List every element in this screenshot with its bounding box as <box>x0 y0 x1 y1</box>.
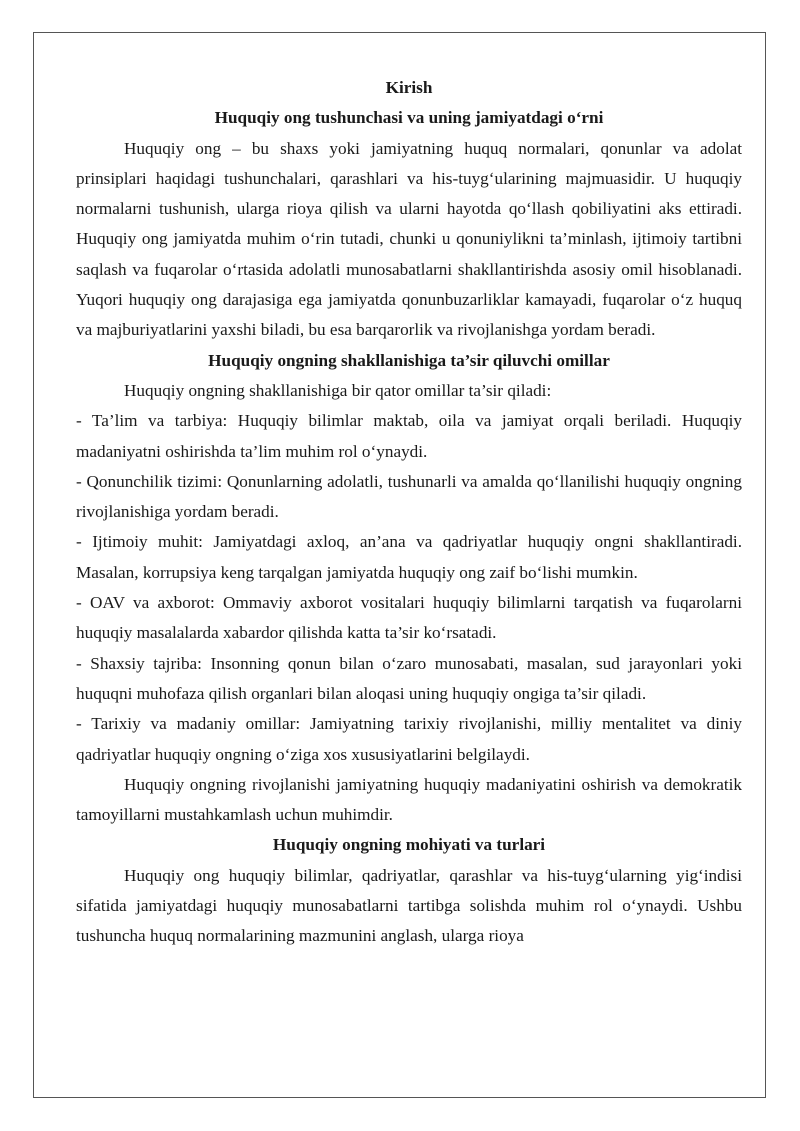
document-body <box>76 73 742 952</box>
section-1-paragraph: Huquqiy ong – bu shaxs yoki jamiyatning huquq normalari, qonunlar va adolat prinsiplari haqidagi tushunchalari, qarashlari va his-tuyg‘ularining majmuasidir. U huquqiy normalarni tushunish, ularga rioya qilish va ularni hayotda qo‘llash qobiliyatini aks ettiradi. Huquqiy ong jamiyatda muhim o‘rin tutadi, chunki u qonuniylikni ta’minlash, ijtimoiy tartibni saqlash va fuqarolar o‘rtasida adolatli munosabatlarni shakllantirishda asosiy omil hisoblanadi. Yuqori huquqiy ong darajasiga ega jamiyatda qonunbuzarliklar kamayadi, fuqarolar o‘z huquq va majburiyatlarini yaxshi biladi, bu esa barqarorlik va rivojlanishga yordam beradi. <box>76 138 742 340</box>
document-title: Kirish <box>385 78 433 97</box>
list-item: - Ijtimoiy muhit: Jamiyatdagi axloq, an’ana va qadriyatlar huquqiy ongni shakllantiradi. Masalan, korrupsiya keng tarqalgan jamiyatda huquqiy ong zaif bo‘lishi mumkin. <box>76 532 742 582</box>
section-2-conclusion: Huquqiy ongning rivojlanishi jamiyatning huquqiy madaniyatini oshirish va demokratik tamoyillarni mustahkamlash uchun muhimdir. <box>76 774 742 825</box>
section-2-intro: Huquqiy ongning shakllanishiga bir qator omillar ta’sir qiladi: <box>124 380 552 400</box>
list-item: - OAV va axborot: Ommaviy axborot vositalari huquqiy bilimlarni tarqatish va fuqarolarni huquqiy masalalarda xabardor qilishda katta ta’sir ko‘rsatadi. <box>76 593 742 643</box>
list-item: - Shaxsiy tajriba: Insonning qonun bilan o‘zaro munosabati, masalan, sud jarayonlari yoki huquqni muhofaza qilish organlari bilan aloqasi uning huquqiy ongiga ta’sir qiladi. <box>76 653 742 703</box>
section-3-paragraph: Huquqiy ong huquqiy bilimlar, qadriyatlar, qarashlar va his-tuyg‘ularning yig‘indisi sifatida jamiyatdagi huquqiy munosabatlarni tartibga solishda muhim rol o‘ynaydi. Ushbu tushuncha huquq normalarining mazmunini anglash, ularga rioya <box>76 865 742 946</box>
list-item: - Tarixiy va madaniy omillar: Jamiyatning tarixiy rivojlanishi, milliy mentalitet va diniy qadriyatlar huquqiy ongning o‘ziga xos xususiyatlarini belgilaydi. <box>76 714 742 764</box>
section-heading-1: Huquqiy ong tushunchasi va uning jamiyatdagi o‘rni <box>214 108 604 128</box>
section-heading-2: Huquqiy ongning shakllanishiga ta’sir qiluvchi omillar <box>208 350 610 370</box>
list-item: - Qonunchilik tizimi: Qonunlarning adolatli, tushunarli va amalda qo‘llanilishi huquqiy ongning rivojlanishiga yordam beradi. <box>76 471 742 522</box>
section-heading-3: Huquqiy ongning mohiyati va turlari <box>272 835 546 855</box>
list-item: - Ta’lim va tarbiya: Huquqiy bilimlar maktab, oila va jamiyat orqali beriladi. Huquqiy madaniyatni oshirishda ta’lim muhim rol o‘ynaydi. <box>76 411 742 461</box>
